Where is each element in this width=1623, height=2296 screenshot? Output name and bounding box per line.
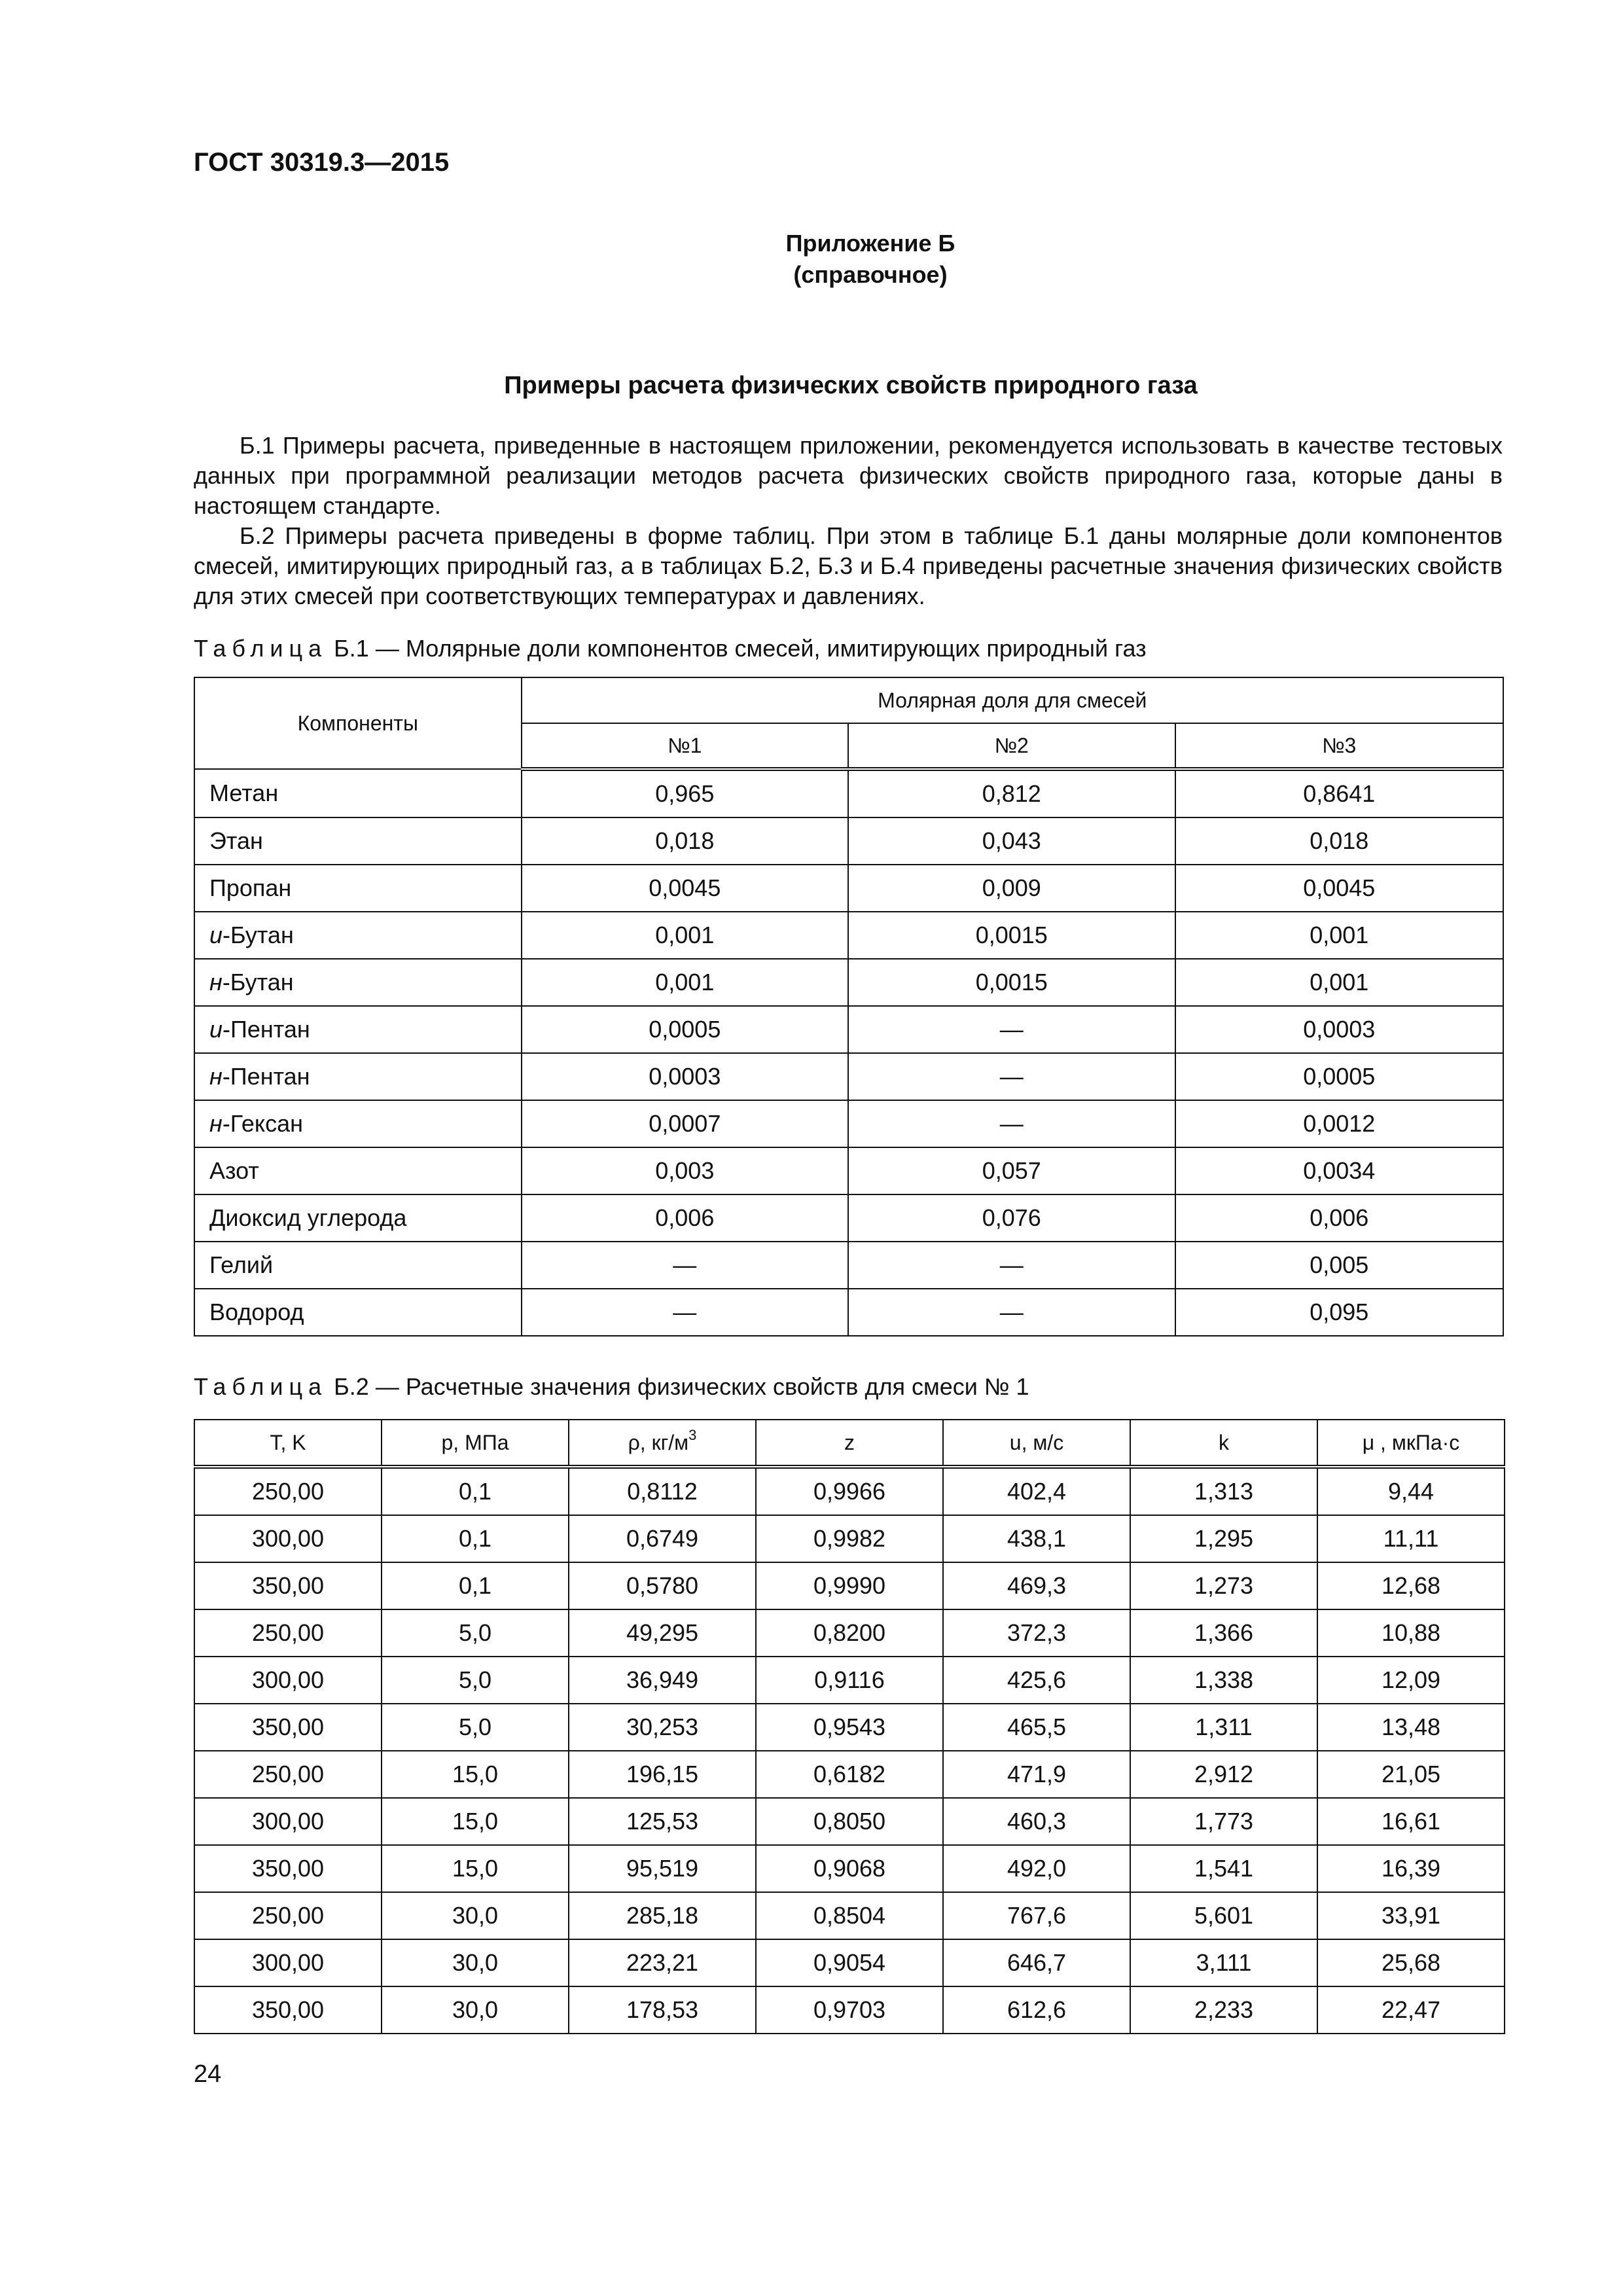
property-value-cell: 223,21 xyxy=(569,1939,756,1986)
property-value-cell: 2,233 xyxy=(1130,1986,1317,2034)
property-value-cell: 12,68 xyxy=(1317,1562,1505,1609)
mole-fraction-cell: 0,043 xyxy=(848,817,1175,865)
property-value-cell: 250,00 xyxy=(194,1467,382,1515)
property-value-cell: 0,6749 xyxy=(569,1515,756,1562)
component-label: Гелий xyxy=(209,1251,274,1278)
mole-fraction-cell: 0,057 xyxy=(848,1147,1175,1194)
mole-fraction-cell: — xyxy=(848,1053,1175,1100)
col-header-temperature: T, K xyxy=(194,1420,382,1467)
mole-fraction-cell: 0,003 xyxy=(522,1147,848,1194)
property-value-cell: 492,0 xyxy=(943,1845,1130,1892)
property-value-cell: 5,0 xyxy=(382,1657,569,1704)
appendix-subtitle: (справочное) xyxy=(793,261,948,288)
component-name xyxy=(194,1289,522,1336)
property-value-cell: 12,09 xyxy=(1317,1657,1505,1704)
mole-fraction-cell: — xyxy=(522,1242,848,1289)
component-name xyxy=(194,1100,522,1147)
property-value-cell: 0,9054 xyxy=(756,1939,943,1986)
property-value-cell: 125,53 xyxy=(569,1798,756,1845)
property-value-cell: 196,15 xyxy=(569,1751,756,1798)
component-label: -Пентан xyxy=(222,1063,310,1090)
property-value-cell: 425,6 xyxy=(943,1657,1130,1704)
property-value-cell: 460,3 xyxy=(943,1798,1130,1845)
density-label: ρ, кг/м xyxy=(628,1430,689,1454)
table2-caption-label: Таблица xyxy=(194,1373,328,1400)
property-value-cell: 0,8112 xyxy=(569,1467,756,1515)
table-row xyxy=(194,1609,1505,1657)
mole-fraction-cell: 0,095 xyxy=(1175,1289,1504,1336)
property-value-cell: 5,0 xyxy=(382,1704,569,1751)
property-value-cell: 178,53 xyxy=(569,1986,756,2034)
property-value-cell: 30,0 xyxy=(382,1892,569,1939)
section-title xyxy=(0,372,1623,400)
table-row xyxy=(194,1986,1505,2034)
component-name xyxy=(194,769,522,817)
property-value-cell: 350,00 xyxy=(194,1845,382,1892)
property-value-cell: 612,6 xyxy=(943,1986,1130,2034)
col-header-mixture-1: №1 xyxy=(522,723,848,769)
table-row xyxy=(194,1798,1505,1845)
property-value-cell: 36,949 xyxy=(569,1657,756,1704)
col-header-mixture-2: №2 xyxy=(848,723,1175,769)
property-value-cell: 300,00 xyxy=(194,1798,382,1845)
property-value-cell: 767,6 xyxy=(943,1892,1130,1939)
component-prefix: н xyxy=(209,1063,223,1090)
mole-fraction-cell: — xyxy=(848,1289,1175,1336)
col-header-viscosity: μ , мкПа·с xyxy=(1317,1420,1505,1467)
table2-caption xyxy=(194,1373,1029,1401)
mole-fraction-cell: 0,0045 xyxy=(1175,865,1504,912)
table-mole-fractions xyxy=(194,677,1504,1336)
component-name xyxy=(194,1053,522,1100)
property-value-cell: 0,1 xyxy=(382,1467,569,1515)
table-row xyxy=(194,959,1503,1006)
component-label: -Бутан xyxy=(222,969,294,996)
property-value-cell: 16,39 xyxy=(1317,1845,1505,1892)
section-title-text: Примеры расчета физических свойств природного газа xyxy=(504,372,1198,399)
table-row xyxy=(194,1704,1505,1751)
property-value-cell: 646,7 xyxy=(943,1939,1130,1986)
component-label: Метан xyxy=(209,780,279,806)
table-row xyxy=(194,1100,1503,1147)
mole-fraction-cell: 0,0003 xyxy=(522,1053,848,1100)
property-value-cell: 30,0 xyxy=(382,1986,569,2034)
component-prefix: и xyxy=(209,1016,223,1043)
property-value-cell: 300,00 xyxy=(194,1939,382,1986)
property-value-cell: 33,91 xyxy=(1317,1892,1505,1939)
mole-fraction-cell: 0,001 xyxy=(522,912,848,959)
mole-fraction-cell: 0,005 xyxy=(1175,1242,1504,1289)
mole-fraction-cell: 0,812 xyxy=(848,769,1175,817)
property-value-cell: 350,00 xyxy=(194,1562,382,1609)
component-label: -Пентан xyxy=(223,1016,310,1043)
standard-header: ГОСТ 30319.3—2015 xyxy=(194,148,450,177)
property-value-cell: 0,5780 xyxy=(569,1562,756,1609)
component-label: Диоксид углерода xyxy=(209,1204,407,1231)
mole-fraction-cell: — xyxy=(848,1006,1175,1053)
property-value-cell: 15,0 xyxy=(382,1798,569,1845)
property-value-cell: 21,05 xyxy=(1317,1751,1505,1798)
property-value-cell: 0,6182 xyxy=(756,1751,943,1798)
table-row xyxy=(194,1289,1503,1336)
table-row xyxy=(194,912,1503,959)
property-value-cell: 5,601 xyxy=(1130,1892,1317,1939)
table-physical-properties xyxy=(194,1419,1505,2034)
property-value-cell: 10,88 xyxy=(1317,1609,1505,1657)
property-value-cell: 250,00 xyxy=(194,1751,382,1798)
table-row xyxy=(194,1053,1503,1100)
table2-caption-text: Б.2 — Расчетные значения физических свойств для смеси № 1 xyxy=(334,1373,1029,1400)
table-row xyxy=(194,1657,1505,1704)
density-exponent: 3 xyxy=(688,1426,697,1443)
table-row xyxy=(194,1751,1505,1798)
property-value-cell: 350,00 xyxy=(194,1986,382,2034)
property-value-cell: 250,00 xyxy=(194,1892,382,1939)
property-value-cell: 300,00 xyxy=(194,1657,382,1704)
mole-fraction-cell: — xyxy=(848,1242,1175,1289)
table-row xyxy=(194,1242,1503,1289)
table-row xyxy=(194,1006,1503,1053)
property-value-cell: 49,295 xyxy=(569,1609,756,1657)
col-header-pressure: p, МПа xyxy=(382,1420,569,1467)
component-name xyxy=(194,1147,522,1194)
property-value-cell: 0,8200 xyxy=(756,1609,943,1657)
property-value-cell: 1,313 xyxy=(1130,1467,1317,1515)
component-prefix: н xyxy=(209,1110,223,1137)
mole-fraction-cell: 0,0012 xyxy=(1175,1100,1504,1147)
property-value-cell: 1,295 xyxy=(1130,1515,1317,1562)
mole-fraction-cell: 0,0015 xyxy=(848,912,1175,959)
component-name xyxy=(194,1006,522,1053)
property-value-cell: 1,773 xyxy=(1130,1798,1317,1845)
property-value-cell: 402,4 xyxy=(943,1467,1130,1515)
property-value-cell: 15,0 xyxy=(382,1751,569,1798)
property-value-cell: 0,9982 xyxy=(756,1515,943,1562)
table1-body xyxy=(194,769,1503,1336)
component-prefix: н xyxy=(209,969,223,996)
property-value-cell: 1,311 xyxy=(1130,1704,1317,1751)
mole-fraction-cell: 0,0005 xyxy=(1175,1053,1504,1100)
property-value-cell: 1,541 xyxy=(1130,1845,1317,1892)
property-value-cell: 11,11 xyxy=(1317,1515,1505,1562)
mole-fraction-cell: 0,001 xyxy=(1175,959,1504,1006)
property-value-cell: 5,0 xyxy=(382,1609,569,1657)
col-header-speed-of-sound: u, м/с xyxy=(943,1420,1130,1467)
component-label: -Бутан xyxy=(223,922,294,948)
col-header-compressibility: z xyxy=(756,1420,943,1467)
property-value-cell: 2,912 xyxy=(1130,1751,1317,1798)
table-row xyxy=(194,1939,1505,1986)
property-value-cell: 0,9966 xyxy=(756,1467,943,1515)
appendix-title: Приложение Б xyxy=(785,230,955,257)
property-value-cell: 438,1 xyxy=(943,1515,1130,1562)
property-value-cell: 0,8050 xyxy=(756,1798,943,1845)
table-row xyxy=(194,1562,1505,1609)
property-value-cell: 469,3 xyxy=(943,1562,1130,1609)
mole-fraction-cell: — xyxy=(522,1289,848,1336)
property-value-cell: 0,9068 xyxy=(756,1845,943,1892)
mole-fraction-cell: — xyxy=(848,1100,1175,1147)
property-value-cell: 465,5 xyxy=(943,1704,1130,1751)
property-value-cell: 9,44 xyxy=(1317,1467,1505,1515)
property-value-cell: 0,1 xyxy=(382,1562,569,1609)
property-value-cell: 25,68 xyxy=(1317,1939,1505,1986)
table-row xyxy=(194,817,1503,865)
component-name xyxy=(194,959,522,1006)
mole-fraction-cell: 0,001 xyxy=(522,959,848,1006)
property-value-cell: 3,111 xyxy=(1130,1939,1317,1986)
property-value-cell: 95,519 xyxy=(569,1845,756,1892)
mole-fraction-cell: 0,0007 xyxy=(522,1100,848,1147)
mole-fraction-cell: 0,006 xyxy=(522,1194,848,1242)
mole-fraction-cell: 0,0015 xyxy=(848,959,1175,1006)
component-label: Водород xyxy=(209,1299,304,1325)
property-value-cell: 471,9 xyxy=(943,1751,1130,1798)
property-value-cell: 0,8504 xyxy=(756,1892,943,1939)
col-header-mixture-3: №3 xyxy=(1175,723,1504,769)
table-row xyxy=(194,1515,1505,1562)
property-value-cell: 0,9543 xyxy=(756,1704,943,1751)
appendix-heading xyxy=(0,228,1623,291)
property-value-cell: 22,47 xyxy=(1317,1986,1505,2034)
table1-caption-label: Таблица xyxy=(194,635,328,662)
mole-fraction-cell: 0,009 xyxy=(848,865,1175,912)
property-value-cell: 13,48 xyxy=(1317,1704,1505,1751)
table-row xyxy=(194,1467,1505,1515)
table1-caption-text: Б.1 — Молярные доли компонентов смесей, имитирующих природный газ xyxy=(334,635,1147,662)
col-header-isentropic-exponent: k xyxy=(1130,1420,1317,1467)
property-value-cell: 1,338 xyxy=(1130,1657,1317,1704)
property-value-cell: 0,9990 xyxy=(756,1562,943,1609)
property-value-cell: 0,1 xyxy=(382,1515,569,1562)
mole-fraction-cell: 0,018 xyxy=(522,817,848,865)
component-label: Азот xyxy=(209,1157,259,1184)
mole-fraction-cell: 0,0005 xyxy=(522,1006,848,1053)
property-value-cell: 285,18 xyxy=(569,1892,756,1939)
page-number: 24 xyxy=(194,2060,222,2088)
component-name xyxy=(194,817,522,865)
property-value-cell: 30,253 xyxy=(569,1704,756,1751)
table1-caption xyxy=(194,635,1147,662)
table-row xyxy=(194,769,1503,817)
property-value-cell: 15,0 xyxy=(382,1845,569,1892)
col-header-mole-fraction: Молярная доля для смесей xyxy=(522,677,1503,723)
component-label: Этан xyxy=(209,827,263,854)
mole-fraction-cell: 0,0045 xyxy=(522,865,848,912)
mole-fraction-cell: 0,006 xyxy=(1175,1194,1504,1242)
component-label: Пропан xyxy=(209,874,292,901)
table-row xyxy=(194,1194,1503,1242)
table-row xyxy=(194,1845,1505,1892)
component-name xyxy=(194,1194,522,1242)
col-header-density xyxy=(569,1420,756,1467)
component-label: -Гексан xyxy=(222,1110,303,1137)
mole-fraction-cell: 0,018 xyxy=(1175,817,1504,865)
property-value-cell: 0,9703 xyxy=(756,1986,943,2034)
mole-fraction-cell: 0,001 xyxy=(1175,912,1504,959)
paragraph-b1: Б.1 Примеры расчета, приведенные в настоящем приложении, рекомендуется использовать в качестве тестовых данных при программной реализации методов расчета физических свойств природного газа, которые даны в настоящем стандарте. xyxy=(194,432,1503,519)
property-value-cell: 1,273 xyxy=(1130,1562,1317,1609)
property-value-cell: 30,0 xyxy=(382,1939,569,1986)
col-header-components: Компоненты xyxy=(194,677,522,769)
component-name xyxy=(194,1242,522,1289)
table-row xyxy=(194,1892,1505,1939)
property-value-cell: 250,00 xyxy=(194,1609,382,1657)
property-value-cell: 16,61 xyxy=(1317,1798,1505,1845)
component-name xyxy=(194,865,522,912)
component-prefix: и xyxy=(209,922,223,948)
mole-fraction-cell: 0,0034 xyxy=(1175,1147,1504,1194)
mole-fraction-cell: 0,0003 xyxy=(1175,1006,1504,1053)
property-value-cell: 300,00 xyxy=(194,1515,382,1562)
table2-body xyxy=(194,1467,1505,2034)
mole-fraction-cell: 0,965 xyxy=(522,769,848,817)
mole-fraction-cell: 0,076 xyxy=(848,1194,1175,1242)
property-value-cell: 350,00 xyxy=(194,1704,382,1751)
paragraph-b2: Б.2 Примеры расчета приведены в форме таблиц. При этом в таблице Б.1 даны молярные доли компонентов смесей, имитирующих природный газ, а в таблицах Б.2, Б.3 и Б.4 приведены расчетные значения физических свойств для этих смесей при соответствующих температурах и давлениях. xyxy=(194,522,1503,609)
property-value-cell: 1,366 xyxy=(1130,1609,1317,1657)
mole-fraction-cell: 0,8641 xyxy=(1175,769,1504,817)
table-row xyxy=(194,865,1503,912)
table-row xyxy=(194,1147,1503,1194)
property-value-cell: 0,9116 xyxy=(756,1657,943,1704)
property-value-cell: 372,3 xyxy=(943,1609,1130,1657)
component-name xyxy=(194,912,522,959)
